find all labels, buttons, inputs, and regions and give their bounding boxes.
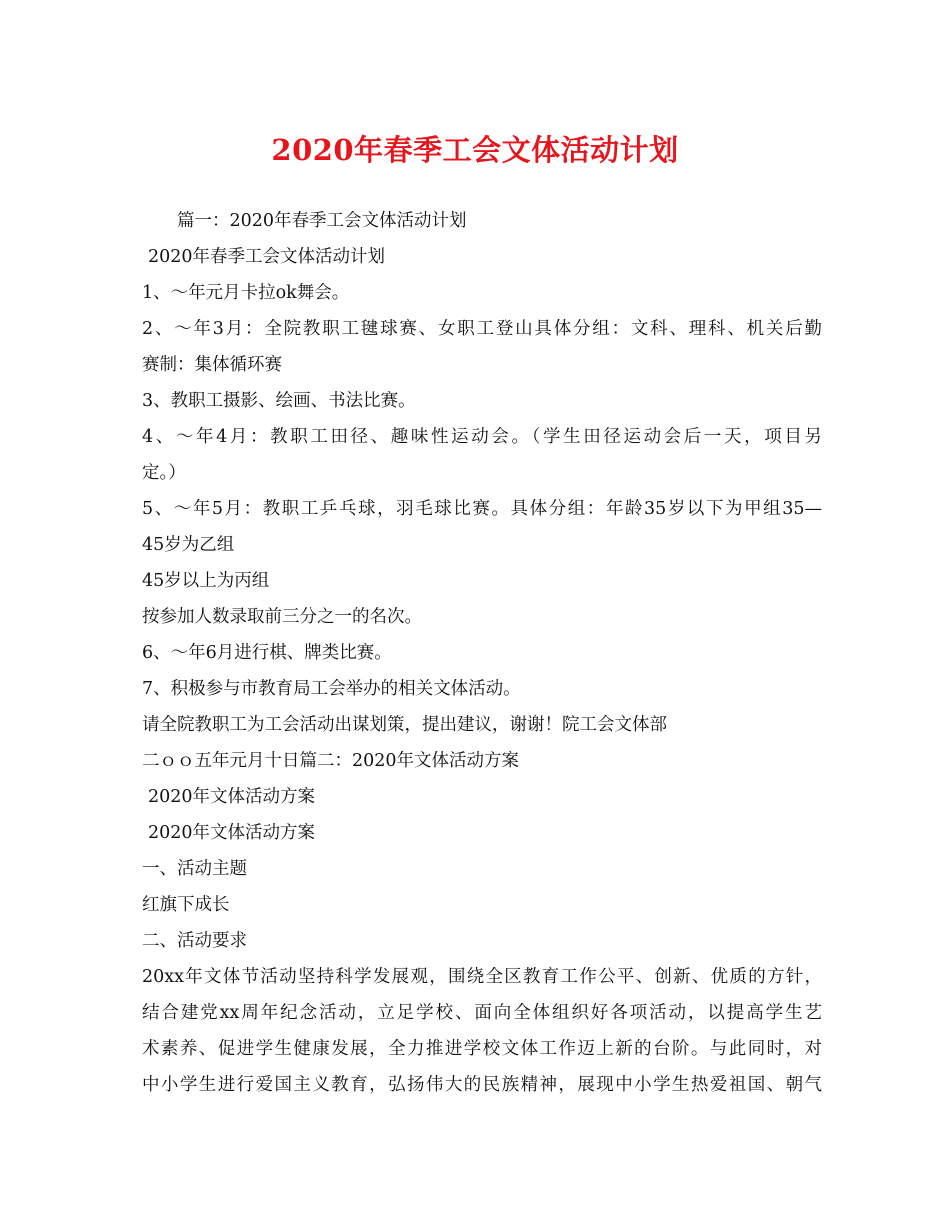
text-line: 定。） [142,463,186,483]
text-line: 二、活动要求 [142,931,247,951]
text-line-subtitle: 2020年文体活动方案 [148,787,316,807]
text-line-subtitle: 2020年春季工会文体活动计划 [148,247,386,267]
text-line: 红旗下成长 [142,895,230,915]
text-line: 结合建党xx周年纪念活动，立足学校、面向全体组织好各项活动，以提高学生艺 [142,1003,822,1023]
document-title: 2020年春季工会文体活动计划 [271,133,679,167]
text-line: 一、活动主题 [142,859,247,879]
text-line-section1-heading: 篇一：2020年春季工会文体活动计划 [177,211,467,231]
text-line: 4、～年4月：教职工田径、趣味性运动会。（学生田径运动会后一天，项目另 [142,427,822,447]
text-line: 2、～年3月：全院教职工毽球赛、女职工登山具体分组：文科、理科、机关后勤 [142,319,822,339]
text-line: 1、～年元月卡拉ok舞会。 [142,283,350,303]
text-line: 术素养、促进学生健康发展，全力推进学校文体工作迈上新的台阶。与此同时，对 [142,1039,822,1059]
text-line-subtitle: 2020年文体活动方案 [148,823,316,843]
text-line-section2-heading: 二ｏｏ五年元月十日篇二：2020年文体活动方案 [142,751,520,771]
text-line: 45岁为乙组 [142,535,235,555]
text-line: 20xx年文体节活动坚持科学发展观，围绕全区教育工作公平、创新、优质的方针， [142,967,822,987]
text-line: 请全院教职工为工会活动出谋划策，提出建议，谢谢！院工会文体部 [142,715,667,735]
text-line: 中小学生进行爱国主义教育，弘扬伟大的民族精神，展现中小学生热爱祖国、朝气 [142,1075,822,1095]
text-line: 3、教职工摄影、绘画、书法比赛。 [142,391,416,411]
text-line: 45岁以上为丙组 [142,571,270,591]
text-line: 5、～年5月：教职工乒乓球，羽毛球比赛。具体分组：年龄35岁以下为甲组35— [142,499,822,519]
text-line: 赛制：集体循环赛 [142,355,282,375]
text-line: 按参加人数录取前三分之一的名次。 [142,607,422,627]
text-line: 6、～年6月进行棋、牌类比赛。 [142,643,392,663]
text-line: 7、积极参与市教育局工会举办的相关文体活动。 [142,679,521,699]
document-body [142,203,822,1103]
